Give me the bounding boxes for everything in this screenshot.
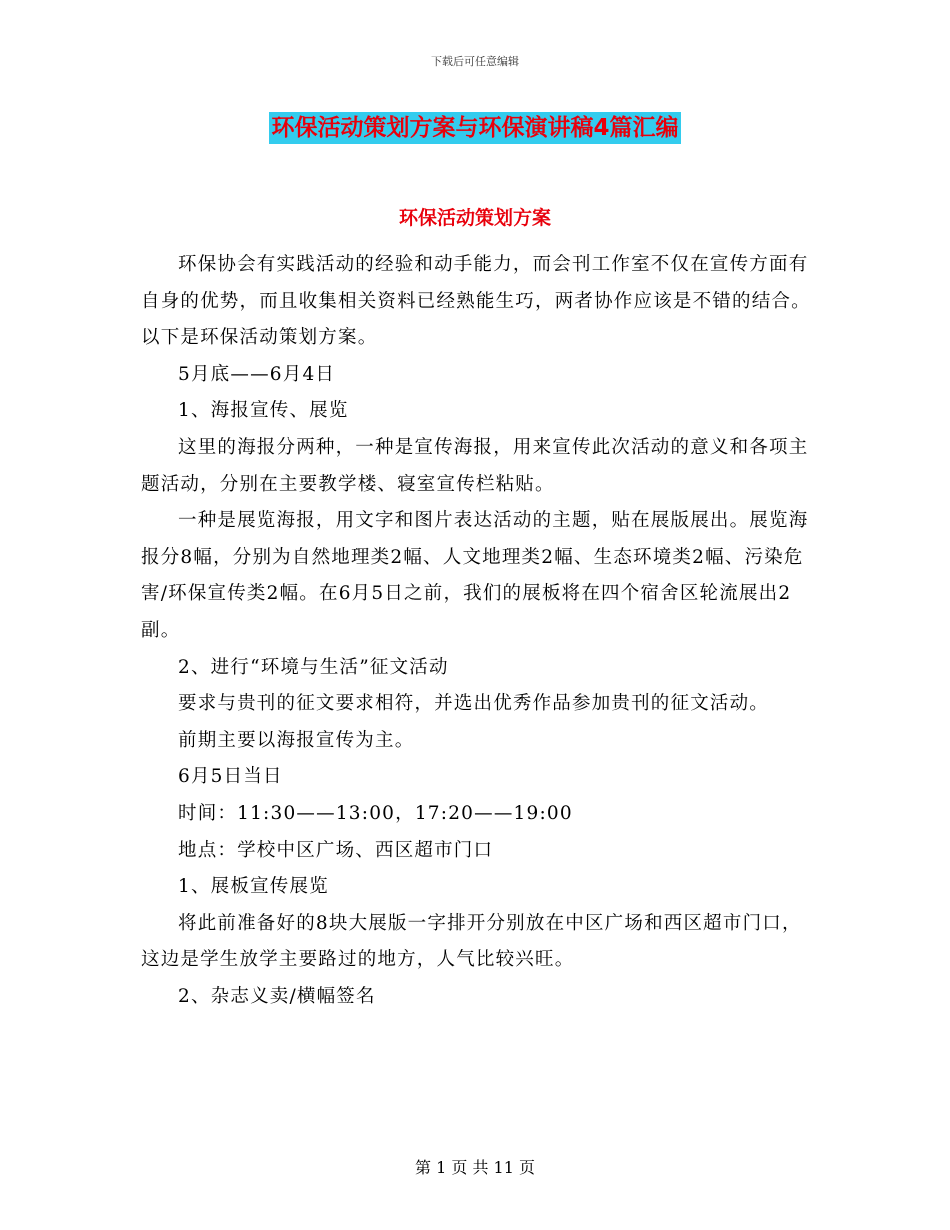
document-title: 环保活动策划方案与环保演讲稿4篇汇编 bbox=[269, 112, 680, 144]
paragraph: 时间：11:30——13:00，17:20——19:00 bbox=[178, 802, 573, 824]
paragraph: 将此前准备好的8块大展版一字排开分别放在中区广场和西区超市门口，这边是学生放学主要路过的地方，人气比较兴旺。 bbox=[141, 912, 802, 971]
paragraph: 2、杂志义卖/横幅签名 bbox=[178, 985, 376, 1007]
document-body bbox=[141, 247, 811, 1015]
section-title: 环保活动策划方案 bbox=[398, 207, 551, 229]
paragraph: 一种是展览海报，用文字和图片表达活动的主题，贴在展版展出。展览海报分8幅，分别为自然地理类2幅、人文地理类2幅、生态环境类2幅、污染危害/环保宣传类2幅。在6月5日之前，我们的展板将在四个宿舍区轮流展出2副。 bbox=[141, 510, 809, 641]
paragraph: 6月5日当日 bbox=[178, 766, 283, 788]
paragraph: 前期主要以海报宣传为主。 bbox=[178, 729, 415, 751]
paragraph: 地点：学校中区广场、西区超市门口 bbox=[178, 839, 494, 861]
paragraph: 环保协会有实践活动的经验和动手能力，而会刊工作室不仅在宣传方面有自身的优势，而且收集相关资料已经熟能生巧，两者协作应该是不错的结合。以下是环保活动策划方案。 bbox=[141, 254, 811, 349]
paragraph: 1、海报宣传、展览 bbox=[178, 400, 349, 422]
paragraph: 2、进行“环境与生活”征文活动 bbox=[178, 656, 449, 678]
header-note: 下载后可任意编辑 bbox=[431, 55, 519, 68]
paragraph: 这里的海报分两种，一种是宣传海报，用来宣传此次活动的意义和各项主题活动，分别在主要教学楼、寝室宣传栏粘贴。 bbox=[141, 436, 809, 495]
paragraph: 1、展板宣传展览 bbox=[178, 876, 329, 898]
paragraph: 要求与贵刊的征文要求相符，并选出优秀作品参加贵刊的征文活动。 bbox=[178, 693, 770, 715]
page-footer: 第 1 页 共 11 页 bbox=[415, 1158, 535, 1177]
paragraph: 5月底——6月4日 bbox=[178, 363, 336, 385]
document-title-wrapper bbox=[0, 112, 950, 144]
